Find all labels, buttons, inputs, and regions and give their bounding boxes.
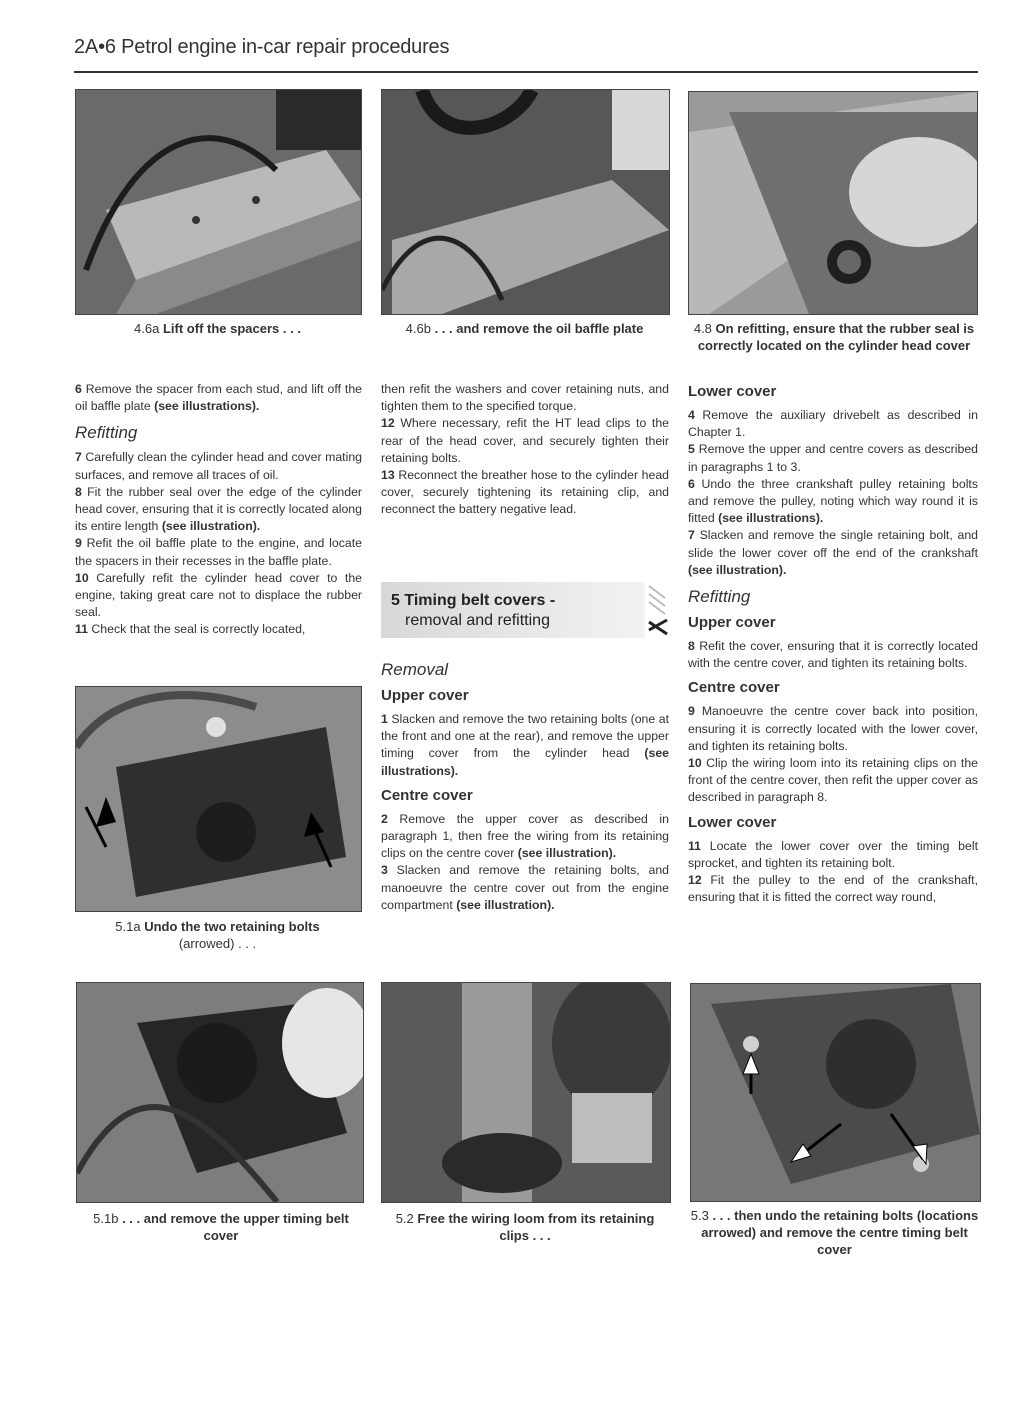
caption-fig-number: 4.6a: [134, 321, 160, 336]
paragraph-text: Remove the spacer from each stud, and lift off the oil baffle plate: [75, 382, 362, 414]
caption-text: . . . and remove the upper timing belt cover: [122, 1211, 349, 1243]
see-illustration-ref: (see illustrations).: [154, 399, 260, 414]
caption-4-6a: [75, 320, 360, 337]
paragraph-number: 12: [381, 416, 395, 431]
paragraph-13: [381, 467, 669, 519]
see-illustration-ref: (see illustrations).: [718, 511, 824, 526]
paragraph-text: Carefully clean the cylinder head and cover mating surfaces, and remove all traces of oil.: [75, 450, 363, 482]
see-illustration-ref: (see illustrations).: [381, 746, 670, 778]
see-illustration-ref: (see illustration).: [456, 897, 555, 912]
paragraph-text: Remove the auxiliary drivebelt as described in Chapter 1.: [688, 408, 978, 440]
paragraph-number: 10: [75, 570, 89, 585]
paragraph-text: Slacken and remove the single retaining bolt, and slide the lower cover off the end of the crankshaft: [688, 528, 978, 560]
paragraph-number: 12: [688, 873, 702, 888]
photo-5-2: [381, 982, 671, 1203]
paragraph-number: 8: [688, 639, 695, 654]
paragraph-number: 7: [688, 528, 695, 543]
caption-fig-number: 5.1b: [93, 1211, 119, 1226]
paragraph-text: Check that the seal is correctly located,: [91, 622, 306, 637]
caption-fig-number: 4.8: [693, 321, 712, 336]
paragraph-text: Undo the three crankshaft pulley retaining bolts and remove the pulley, noting which way round it is fitted: [688, 476, 978, 526]
column-1-text: [75, 381, 362, 639]
paragraph-text: Where necessary, refit the HT lead clips to the rear of the head cover, and securely tighten their retaining bolts.: [381, 416, 669, 465]
photo-4-6a: [75, 89, 362, 315]
paragraph-number: 9: [75, 536, 82, 551]
caption-5-2: [381, 1210, 669, 1244]
paragraph-number: 6: [75, 382, 82, 396]
paragraph-7: [75, 449, 362, 483]
caption-fig-number: 5.2: [395, 1211, 414, 1226]
paragraph-1: [381, 711, 669, 780]
subheading-refitting: Refitting: [688, 587, 751, 607]
subheading-refitting: Refitting: [75, 423, 138, 443]
caption-4-8: [688, 320, 980, 354]
caption-fig-number: 5.1a: [115, 919, 141, 934]
paragraph-2: [381, 811, 669, 863]
paragraph-number: 6: [688, 476, 695, 491]
section-subtitle: removal and refitting: [405, 612, 550, 629]
paragraph-number: 5: [688, 442, 695, 457]
paragraph-text: Remove the upper cover as described in paragraph 1, then free the wiring from its retaining clips on the centre cover: [381, 811, 670, 861]
paragraph-number: 13: [381, 468, 395, 483]
subheading-centre-cover: Centre cover: [688, 679, 780, 697]
paragraph-9: [688, 703, 978, 755]
paragraph-text: Refit the cover, ensuring that it is correctly located with the centre cover, and tighten its retaining bolts.: [688, 639, 979, 671]
caption-text: Undo the two retaining bolts: [144, 919, 320, 934]
paragraph-number: 3: [381, 863, 388, 878]
photo-4-6b: [381, 89, 670, 315]
paragraph-number: 8: [75, 484, 82, 499]
paragraph-9: [75, 535, 362, 569]
paragraph-text: then refit the washers and cover retaining nuts, and tighten them to the specified torque.: [381, 382, 669, 414]
column-2-lower-text: [381, 652, 669, 914]
paragraph-number: 11: [688, 838, 701, 853]
caption-text: Free the wiring loom from its retaining clips . . .: [417, 1211, 655, 1243]
paragraph-text: Fit the rubber seal over the edge of the cylinder head cover, ensuring that it is correctly located along its entire length: [75, 484, 363, 534]
paragraph-7: [688, 527, 978, 579]
see-illustration-ref: (see illustration).: [161, 519, 261, 534]
photo-4-8: [688, 91, 978, 315]
paragraph-number: 10: [688, 756, 702, 771]
paragraph-number: 11: [75, 622, 88, 637]
subheading-removal: Removal: [381, 660, 449, 679]
paragraph-12: [688, 872, 978, 906]
caption-fig-number: 5.3: [690, 1208, 709, 1223]
photo-5-1a: [75, 686, 362, 912]
paragraph-10: [75, 570, 362, 622]
paragraph-text: Carefully refit the cylinder head cover to the engine, taking great care not to displace the rubber seal.: [75, 570, 362, 620]
see-illustration-ref: (see illustration).: [688, 562, 787, 577]
paragraph-text: Remove the upper and centre covers as described in paragraphs 1 to 3.: [688, 442, 978, 474]
subheading-upper-cover: Upper cover: [381, 687, 469, 704]
photo-5-1b: [76, 982, 364, 1203]
paragraph-11: [75, 621, 362, 638]
caption-text: Lift off the spacers . . .: [162, 321, 301, 336]
column-2-text: [381, 381, 669, 519]
paragraph-8: [688, 638, 978, 672]
paragraph-number: 1: [381, 712, 388, 726]
caption-text: . . . then undo the retaining bolts (locations arrowed) and remove the centre timing belt cover: [701, 1208, 979, 1257]
paragraph-number: 4: [688, 408, 695, 422]
subheading-upper-cover: Upper cover: [688, 614, 776, 632]
paragraph-number: 2: [381, 811, 388, 826]
paragraph-text: Reconnect the breather hose to the cylinder head cover, securely tightening its retaining clip, and reconnect the battery negative lead.: [381, 468, 670, 517]
paragraph-6: [688, 476, 978, 528]
paragraph-4: [688, 407, 978, 441]
section-title: 5 Timing belt covers -: [391, 592, 556, 609]
caption-5-1b: [76, 1210, 366, 1244]
subheading-centre-cover: Centre cover: [381, 786, 473, 804]
caption-5-1a: [75, 918, 360, 952]
spanner-difficulty-icon: [645, 580, 671, 642]
see-illustration-ref: (see illustration).: [517, 846, 617, 861]
caption-fig-number: 4.6b: [405, 321, 431, 336]
paragraph-text: Manoeuvre the centre cover back into position, ensuring it is correctly located with the lower cover, and tighten its retaining bolts.: [688, 704, 979, 753]
subheading-lower-cover: Lower cover: [688, 383, 777, 400]
page-header-title: 2A•6 Petrol engine in-car repair procedures: [74, 36, 450, 58]
paragraph-3: [381, 862, 669, 914]
paragraph-11: [688, 838, 978, 872]
caption-4-6b: [381, 320, 668, 337]
subheading-lower-cover: Lower cover: [688, 813, 777, 831]
paragraph-5: [688, 441, 978, 475]
caption-text-line-2: (arrowed) . . .: [178, 936, 257, 951]
caption-text: On refitting, ensure that the rubber seal is correctly located on the cylinder head cover: [697, 321, 975, 353]
paragraph-10: [688, 755, 978, 807]
column-3-text: [688, 376, 978, 906]
caption-line-1: [75, 918, 360, 935]
paragraph-6: [75, 381, 362, 415]
paragraph-text: Fit the pulley to the end of the crankshaft, ensuring that it is fitted the correct way round,: [688, 873, 979, 905]
paragraph-8: [75, 484, 362, 536]
caption-text: . . . and remove the oil baffle plate: [434, 321, 644, 336]
section-5-banner: [381, 582, 645, 638]
photo-5-3: [690, 983, 981, 1202]
paragraph-text: Clip the wiring loom into its retaining clips on the front of the centre cover, then refit the upper cover as described in paragraph 8.: [688, 756, 978, 805]
paragraph-text: Locate the lower cover over the timing belt sprocket, and tighten its retaining bolt.: [688, 838, 979, 870]
paragraph-text: Slacken and remove the retaining bolts, and manoeuvre the centre cover out from the engine compartment: [381, 863, 669, 912]
paragraph-number: 9: [688, 704, 695, 719]
paragraph-continued: [381, 381, 669, 415]
paragraph-number: 7: [75, 450, 82, 465]
paragraph-text: Slacken and remove the two retaining bolts (one at the front and one at the rear), and remove the upper timing cover from the cylinder head: [381, 712, 669, 761]
caption-5-3: [690, 1207, 979, 1258]
header-rule: [74, 71, 978, 73]
paragraph-text: Refit the oil baffle plate to the engine, and locate the spacers in their recesses in the baffle plate.: [75, 536, 362, 568]
paragraph-12: [381, 415, 669, 467]
